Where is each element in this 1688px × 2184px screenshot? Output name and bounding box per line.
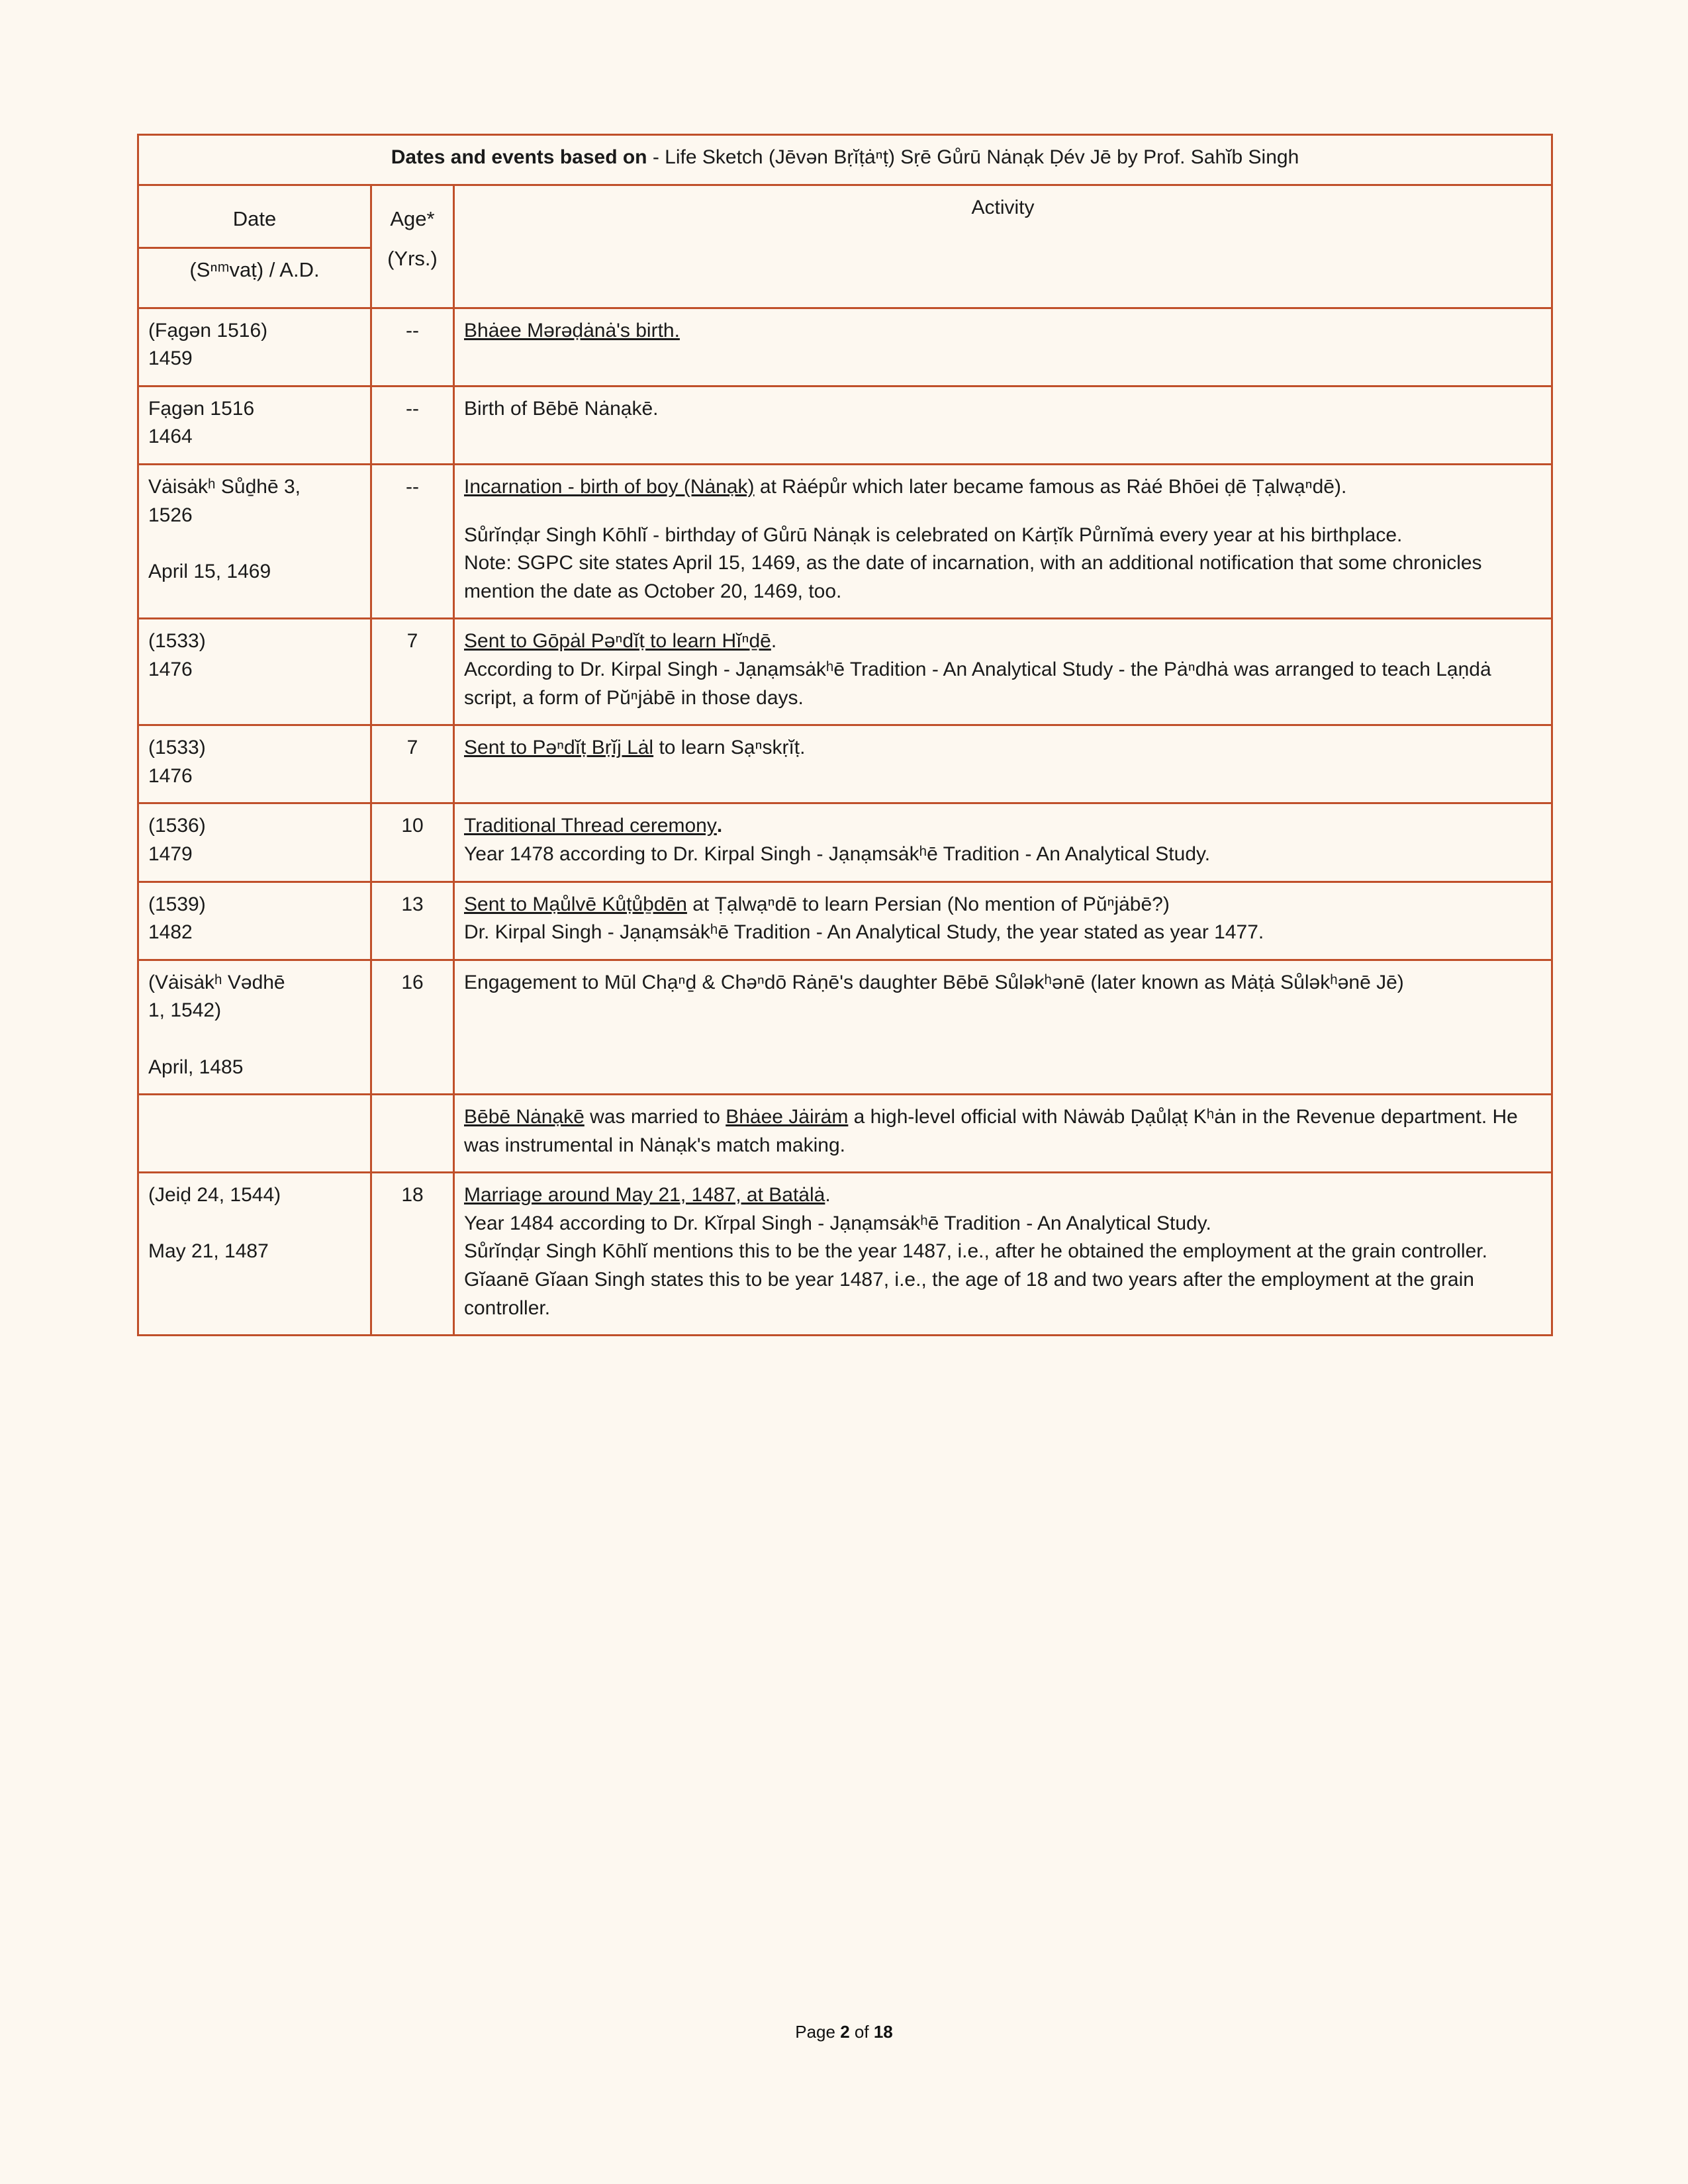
row-date-line: (1533) xyxy=(148,630,206,653)
row-date-cell xyxy=(138,1095,371,1173)
row-date-cell xyxy=(138,725,371,803)
activity-paragraph: Incarnation - birth of boy (Nȧnạk) at Rȧépůr which later became famous as Rȧé Bhōei ḍē Ṭạlwạⁿdē). xyxy=(464,476,1347,498)
table-row xyxy=(138,725,1552,803)
paragraph-spacer xyxy=(464,502,1542,522)
activity-paragraph: Bēbē Nȧnạkē was married to Bhȧee Jȧirȧm a high-level official with Nȧwȧb Ḍạůlạṭ Kʰȧn in the Revenue department. He was instrumental in Nȧnạk's match making. xyxy=(464,1106,1518,1156)
row-date-cell xyxy=(138,1173,371,1336)
footer-page-number: 2 xyxy=(840,2022,850,2042)
table-header-row xyxy=(138,185,1552,308)
activity-paragraph: Year 1478 according to Dr. Kirpal Singh - Jạnạmsȧkʰē Tradition - An Analytical Study. xyxy=(464,842,1211,865)
row-date-cell xyxy=(138,803,371,882)
row-activity-cell xyxy=(454,882,1552,960)
row-date-line: 1459 xyxy=(148,347,193,370)
row-date-line xyxy=(148,1025,361,1054)
row-date-line: (1536) xyxy=(148,815,206,837)
underlined-phrase: Sent to Mạůlvē Kůṭůḇdēn xyxy=(464,893,687,915)
row-date-line xyxy=(148,1103,361,1132)
table-row xyxy=(138,882,1552,960)
underlined-phrase: Incarnation - birth of boy (Nȧnạk) xyxy=(464,476,755,498)
table-row xyxy=(138,1173,1552,1336)
footer-middle: of xyxy=(854,2022,869,2042)
row-date-line: Vȧisȧkʰ Sůḏhē 3, xyxy=(148,476,301,498)
row-activity-cell xyxy=(454,725,1552,803)
activity-paragraph: Dr. Kirpal Singh - Jạnạmsȧkʰē Tradition - An Analytical Study, the year stated as year 1477. xyxy=(464,921,1264,944)
row-date-line: 1479 xyxy=(148,842,193,865)
row-date-line: Fạgən 1516 xyxy=(148,397,255,420)
row-date-line: 1476 xyxy=(148,764,193,787)
underlined-phrase: Sent to Gōpȧl Pəⁿdĭṭ to learn Hĭⁿḏē xyxy=(464,630,771,653)
row-activity-cell xyxy=(454,619,1552,725)
title-lead: Dates and events based on xyxy=(391,146,647,168)
underlined-phrase: Bhȧee Mərəḍȧnȧ's birth. xyxy=(464,319,680,341)
row-date-line: 1482 xyxy=(148,921,193,944)
activity-paragraph: Engagement to Mūl Chạⁿḏ & Chəⁿdō Rȧṇē's daughter Bēbē Sůləkʰənē (later known as Mȧṭȧ Sůləkʰənē Jē) xyxy=(464,971,1404,993)
header-age-sub: (Yrs.) xyxy=(387,246,438,270)
header-date-sub-text: (Sⁿᵐvaṭ) / A.D. xyxy=(189,257,320,281)
table-title-cell xyxy=(138,135,1552,185)
row-date-cell xyxy=(138,619,371,725)
activity-paragraph: Sůrĭnḍạr Singh Kōhlĭ - birthday of Gůrū Nȧnạk is celebrated on Kȧrṭĭk Půrnĭmȧ every year at his birthplace. xyxy=(464,523,1403,546)
row-date-line: 1, 1542) xyxy=(148,999,222,1022)
header-date-cell xyxy=(138,185,371,308)
underlined-phrase: Sent to Pəⁿdĭṭ Bṛĭj Lȧl xyxy=(464,737,654,759)
table-row xyxy=(138,803,1552,882)
activity-paragraph: Sent to Pəⁿdĭṭ Bṛĭj Lȧl to learn Sạⁿskṛĭṭ. xyxy=(464,737,806,759)
activity-paragraph: Marriage around May 21, 1487, at Batȧlȧ. xyxy=(464,1184,831,1206)
activity-paragraph: Birth of Bēbē Nȧnạkē. xyxy=(464,397,659,420)
row-age-cell: -- xyxy=(371,308,454,386)
dates-events-table xyxy=(137,134,1553,1336)
activity-paragraph: Gĭaanē Gĭaan Singh states this to be year 1487, i.e., the age of 18 and two years after the employment at the grain controller. xyxy=(464,1269,1474,1319)
row-date-line: 1526 xyxy=(148,504,193,526)
row-date-line: May 21, 1487 xyxy=(148,1240,269,1263)
row-age-cell: 10 xyxy=(371,803,454,882)
table-row xyxy=(138,960,1552,1094)
row-date-cell xyxy=(138,308,371,386)
row-age-cell: 7 xyxy=(371,725,454,803)
header-age-cell xyxy=(371,185,454,308)
row-activity-cell xyxy=(454,465,1552,619)
header-age-top: Age* xyxy=(390,206,435,230)
header-date-sub xyxy=(148,249,361,295)
row-date-line: (Fạgən 1516) xyxy=(148,319,268,341)
row-age-cell xyxy=(371,1095,454,1173)
activity-paragraph: Sent to Gōpȧl Pəⁿdĭṭ to learn Hĭⁿḏē. xyxy=(464,630,777,653)
row-date-line: (Vȧisȧkʰ Vədhē xyxy=(148,971,285,993)
header-date-top: Date xyxy=(232,206,277,230)
row-date-line: 1476 xyxy=(148,658,193,680)
table-row xyxy=(138,308,1552,386)
row-age-cell: 16 xyxy=(371,960,454,1094)
table-row xyxy=(138,465,1552,619)
activity-paragraph xyxy=(464,812,1542,841)
row-age-cell: -- xyxy=(371,386,454,464)
table-row xyxy=(138,619,1552,725)
table-row xyxy=(138,386,1552,464)
footer-prefix: Page xyxy=(795,2022,835,2042)
row-date-cell xyxy=(138,465,371,619)
row-date-line: April, 1485 xyxy=(148,1056,244,1078)
underlined-phrase: Bēbē Nȧnạkē xyxy=(464,1106,585,1128)
row-date-line xyxy=(148,1210,361,1238)
row-date-cell xyxy=(138,960,371,1094)
row-age-cell: 7 xyxy=(371,619,454,725)
row-activity-cell xyxy=(454,386,1552,464)
row-age-cell: 18 xyxy=(371,1173,454,1336)
table-title-row xyxy=(138,135,1552,185)
activity-paragraph: Sůrĭnḍạr Singh Kōhlĭ mentions this to be the year 1487, i.e., after he obtained the employment at the grain controller. xyxy=(464,1240,1487,1263)
row-date-cell xyxy=(138,386,371,464)
row-activity-cell xyxy=(454,803,1552,882)
table-row xyxy=(138,1095,1552,1173)
row-date-line: (1539) xyxy=(148,893,206,915)
row-date-line: (Jeiḍ 24, 1544) xyxy=(148,1184,281,1206)
bold-period: . xyxy=(716,815,723,837)
row-date-line: (1533) xyxy=(148,737,206,759)
row-activity-cell xyxy=(454,1173,1552,1336)
title-rest: - Life Sketch (Jēvən Bṛĭṭȧⁿṭ) Sṛē Gůrū Nȧnạk Ḍév Jē by Prof. Sahĭb Singh xyxy=(652,146,1299,168)
row-date-line: 1464 xyxy=(148,426,193,448)
row-age-cell: -- xyxy=(371,465,454,619)
page-footer xyxy=(0,2022,1688,2042)
activity-paragraph: Sent to Mạůlvē Kůṭůḇdēn at Ṭạlwạⁿdē to learn Persian (No mention of Pŭⁿjȧbē?) xyxy=(464,893,1170,915)
underlined-phrase: Traditional Thread ceremony xyxy=(464,815,717,837)
footer-total-pages: 18 xyxy=(873,2022,893,2042)
activity-paragraph: Year 1484 according to Dr. Kĭrpal Singh - Jạnạmsȧkʰē Tradition - An Analytical Study. xyxy=(464,1212,1211,1234)
activity-paragraph xyxy=(464,317,1542,345)
row-date-cell xyxy=(138,882,371,960)
row-date-line xyxy=(148,529,361,558)
row-activity-cell xyxy=(454,308,1552,386)
underlined-phrase: Bhȧee Jȧirȧm xyxy=(726,1106,849,1128)
row-activity-cell xyxy=(454,1095,1552,1173)
row-age-cell: 13 xyxy=(371,882,454,960)
underlined-phrase: Marriage around May 21, 1487, at Batȧlȧ xyxy=(464,1184,825,1206)
activity-paragraph: According to Dr. Kirpal Singh - Jạnạmsȧkʰē Tradition - An Analytical Study - the Pȧⁿdhȧ was arranged to teach Lạṇdȧ script, a form of Pŭⁿjȧbē in those days. xyxy=(464,658,1491,709)
row-activity-cell xyxy=(454,960,1552,1094)
activity-paragraph: Note: SGPC site states April 15, 1469, as the date of incarnation, with an additional notification that some chronicles mention the date as October 20, 1469, too. xyxy=(464,552,1482,602)
header-activity-cell: Activity xyxy=(454,185,1552,308)
row-date-line: April 15, 1469 xyxy=(148,560,271,582)
